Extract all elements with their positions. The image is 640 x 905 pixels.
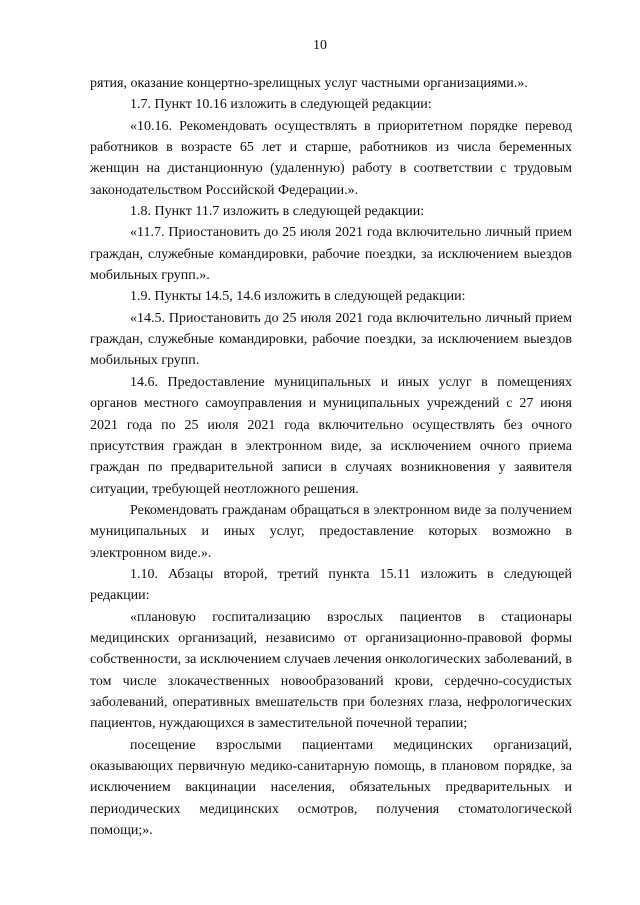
paragraph-hospitalization: «плановую госпитализацию взрослых пациентов в стационары медицинских организаций, независимо от организационно-правовой формы собственности, за исключением случаев лечения онкологических заболеваний, в том числе злокачественных новообразований крови, сердечно-сосудистых заболеваний, оперативных вмешательств при болезнях глаза, нефрологических пациентов, нуждающихся в заместительной почечной терапии; [90,609,572,732]
paragraph-item-1-8: 1.8. Пункт 11.7 изложить в следующей редакции: [130,204,425,220]
paragraph-item-1-9: 1.9. Пункты 14.5, 14.6 изложить в следующей редакции: [130,289,466,305]
paragraph-item-1-7: 1.7. Пункт 10.16 изложить в следующей редакции: [130,97,432,113]
paragraph-outpatient-visits: посещение взрослыми пациентами медицинских организаций, оказывающих первичную медико-санитарную помощь, в плановом порядке, за исключением вакцинации населения, обязательных предварительных и периодических медицинских осмотров, получения стоматологической помощи;». [90,737,572,839]
paragraph-clause-14-6: 14.6. Предоставление муниципальных и иных услуг в помещениях органов местного самоуправления и муниципальных учреждений с 27 июня 2021 года по 25 июля 2021 года включительно осуществлять без очного присутствия граждан в электронном виде, за исключением очного приема граждан по предварительной записи в случаях возникновения у заявителя ситуации, требующей неотложного решения. [90,374,572,497]
paragraph-clause-14-5: «14.5. Приостановить до 25 июля 2021 года включительно личный прием граждан, служебные командировки, рабочие поездки, за исключением выездов мобильных групп. [90,310,572,369]
paragraph-clause-10-16: «10.16. Рекомендовать осуществлять в приоритетном порядке перевод работников в возрасте 65 лет и старше, работников из числа беременных женщин на дистанционную (удаленную) работу в соответствии с трудовым законодательством Российской Федерации.». [90,118,572,198]
document-body [90,73,572,841]
paragraph-continuation: рятия, оказание концертно-зрелищных услуг частными организациями.». [90,76,528,91]
paragraph-item-1-10: 1.10. Абзацы второй, третий пункта 15.11 изложить в следующей редакции: [90,566,572,604]
paragraph-clause-11-7: «11.7. Приостановить до 25 июля 2021 года включительно личный прием граждан, служебные командировки, рабочие поездки, за исключением выездов мобильных групп.». [90,225,572,284]
paragraph-recommendation: Рекомендовать гражданам обращаться в электронном виде за получением муниципальных и иных услуг, предоставление которых возможно в электронном виде.». [90,502,572,561]
page-number: 10 [313,38,327,53]
